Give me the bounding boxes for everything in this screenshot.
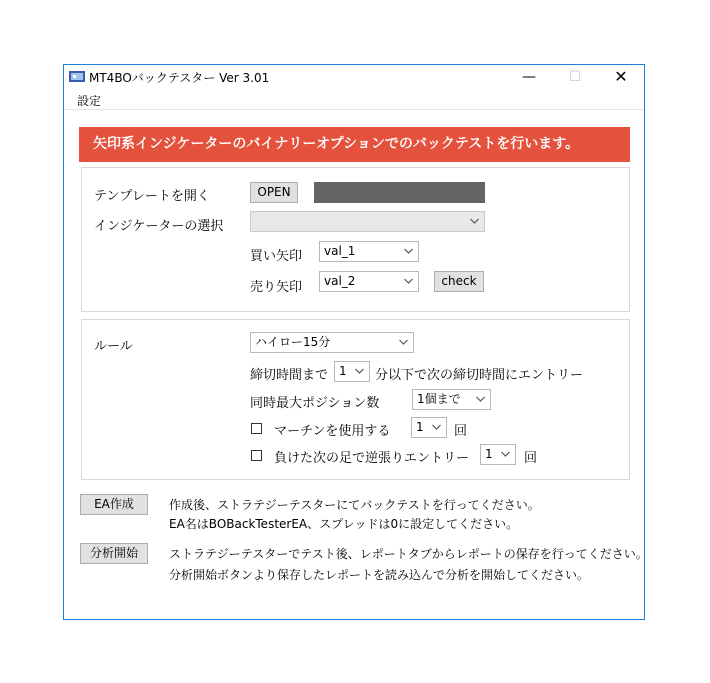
app-window — [63, 64, 648, 620]
chevron-down-icon — [355, 368, 364, 375]
title-bar[interactable] — [64, 65, 644, 89]
menu-settings[interactable]: 設定 — [77, 94, 102, 108]
menu-bar — [64, 89, 644, 110]
martin-count-value: 1 — [416, 420, 424, 434]
chevron-down-icon — [399, 339, 408, 346]
martin-count-select[interactable] — [411, 417, 447, 438]
start-analysis-button[interactable]: 分析開始 — [80, 543, 148, 564]
ea-description-line1: 作成後、ストラテジーテスターにてバックテストを行ってください。 — [169, 498, 540, 512]
sell-arrow-value: val_2 — [324, 274, 356, 288]
chevron-down-icon — [501, 451, 510, 458]
max-position-value: 1個まで — [417, 392, 461, 406]
reverse-count-value: 1 — [485, 447, 493, 461]
template-label: テンプレートを開く — [94, 189, 210, 204]
template-path-field[interactable] — [314, 182, 485, 203]
chevron-down-icon — [404, 278, 413, 285]
buy-arrow-value: val_1 — [324, 244, 356, 258]
ea-description-line2: EA名はBOBackTesterEA、スプレッドは0に設定してください。 — [169, 517, 519, 531]
chevron-down-icon — [432, 424, 441, 431]
check-button[interactable]: check — [434, 271, 484, 292]
reverse-count-select[interactable] — [480, 444, 516, 465]
deadline-suffix: 分以下で次の締切時間にエントリー — [375, 368, 584, 383]
close-button[interactable]: ✕ — [614, 67, 628, 86]
indicator-label: インジケーターの選択 — [94, 219, 224, 234]
reverse-entry-label: 負けた次の足で逆張りエントリー — [274, 451, 470, 466]
chevron-down-icon — [404, 248, 413, 255]
buy-arrow-select[interactable] — [319, 241, 419, 262]
deadline-minutes-select[interactable] — [334, 361, 370, 382]
martin-checkbox[interactable] — [251, 423, 262, 434]
rules-label: ルール — [94, 339, 133, 354]
analysis-description-line1: ストラテジーテスターでテスト後、レポートタブからレポートの保存を行ってください。 — [169, 547, 648, 561]
reverse-entry-checkbox[interactable] — [251, 450, 262, 461]
analysis-description-line2: 分析開始ボタンより保存したレポートを読み込んで分析を開始してください。 — [169, 568, 590, 582]
sell-arrow-select[interactable] — [319, 271, 419, 292]
martin-label: マーチンを使用する — [274, 424, 391, 439]
rule-select[interactable] — [250, 332, 414, 353]
deadline-minutes-value: 1 — [339, 364, 347, 378]
sell-arrow-label: 売り矢印 — [250, 280, 303, 295]
create-ea-button[interactable]: EA作成 — [80, 494, 148, 515]
app-icon — [69, 70, 85, 83]
deadline-prefix: 締切時間まで — [250, 368, 329, 383]
minimize-button[interactable]: — — [522, 69, 536, 85]
max-position-label: 同時最大ポジション数 — [250, 396, 380, 411]
window-title: MT4BOバックテスター Ver 3.01 — [89, 71, 270, 85]
buy-arrow-label: 買い矢印 — [250, 249, 303, 264]
open-button[interactable]: OPEN — [250, 182, 298, 203]
reverse-unit: 回 — [524, 451, 538, 466]
header-banner: 矢印系インジケーターのバイナリーオプションでのバックテストを行います。 — [79, 127, 630, 162]
chevron-down-icon — [470, 218, 479, 225]
indicator-select[interactable] — [250, 211, 485, 232]
rule-select-value: ハイロー15分 — [255, 335, 331, 349]
maximize-button[interactable]: ☐ — [568, 69, 582, 85]
max-position-select[interactable] — [412, 389, 491, 410]
martin-unit: 回 — [454, 424, 468, 439]
chevron-down-icon — [476, 396, 485, 403]
